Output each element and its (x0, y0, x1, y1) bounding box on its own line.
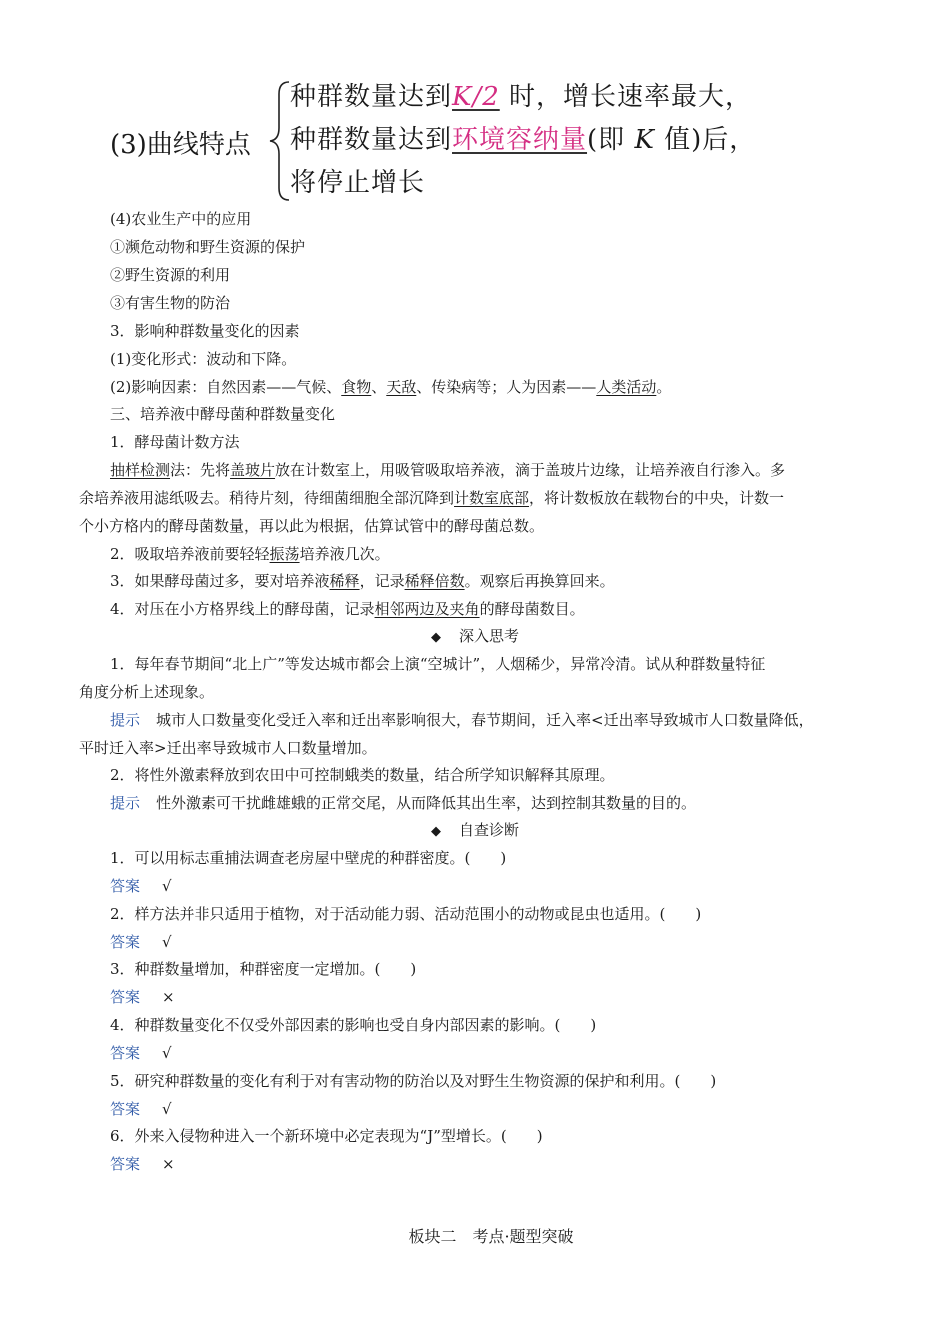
part3-s1-line3: 个小方格内的酵母菌数量，再以此为根据，估算试管中的酵母菌总数。 (79, 517, 545, 535)
think-a2: 提示 性外激素可干扰雌雄蛾的正常交尾，从而降低其出生率，达到控制其数量的目的。 (110, 794, 697, 812)
diag-heading: ◆ 自查诊断 (430, 821, 519, 839)
footer-section-title: 板块二 考点·题型突破 (408, 1227, 574, 1246)
sec3-p1: (1)变化形式：波动和下降。 (110, 350, 297, 368)
carrying-capacity: 环境容纳量 (452, 125, 588, 155)
k-half: K/2 (452, 82, 500, 112)
sec4-item-3: ③有害生物的防治 (110, 294, 231, 312)
think-a1-line2: 平时迁入率>迁出率导致城市人口数量增加。 (79, 739, 377, 757)
hint-label: 提示 (110, 711, 141, 729)
diag-answer-4: 答案 √ (110, 1044, 172, 1062)
curve-line-3: 将停止增长 (290, 168, 426, 198)
diag-question-4: 4．种群数量变化不仅受外部因素的影响也受自身内部因素的影响。( ) (110, 1016, 597, 1034)
diag-question-2: 2．样方法并非只适用于植物，对于活动能力弱、活动范围小的动物或昆虫也适用。( ) (110, 905, 702, 923)
sec3-title: 3．影响种群数量变化的因素 (110, 322, 300, 340)
diamond-icon: ◆ (430, 630, 441, 645)
diag-question-6: 6．外来入侵物种进入一个新环境中必定表现为“J”型增长。( ) (110, 1127, 543, 1145)
curve-line-2: 种群数量达到环境容纳量(即 K 值)后， (290, 125, 757, 155)
diag-answer-1: 答案 √ (110, 877, 172, 895)
curve-line-1: 种群数量达到K/2 时，增长速率最大， (290, 82, 753, 112)
part3-s1-line1: 抽样检测法：先将盖玻片放在计数室上，用吸管吸取培养液，滴于盖玻片边缘，让培养液自行渗入。多 (110, 461, 786, 479)
diag-answer-5: 答案 √ (110, 1100, 172, 1118)
think-heading: ◆ 深入思考 (430, 627, 519, 645)
sec3-p2: (2)影响因素：自然因素——气候、食物、天敌、传染病等；人为因素——人类活动。 (110, 378, 672, 396)
diag-question-5: 5．研究种群数量的变化有利于对有害动物的防治以及对野生生物资源的保护和利用。( ) (110, 1072, 717, 1090)
think-q1-line2: 角度分析上述现象。 (79, 683, 215, 701)
part3-s1-line2: 余培养液用滤纸吸去。稍待片刻，待细菌细胞全部沉降到计数室底部，将计数板放在载物台的中央，计数一 (79, 489, 785, 507)
curve-label: (3)曲线特点 (110, 130, 251, 160)
part3-s1-title: 1．酵母菌计数方法 (110, 433, 240, 451)
think-q1-line1: 1．每年春节期间“北上广”等发达城市都会上演“空城计”，人烟稀少，异常冷清。试从种群数量特征 (110, 655, 766, 673)
curve-lines (290, 76, 756, 205)
diag-question-1: 1．可以用标志重捕法调查老房屋中壁虎的种群密度。( ) (110, 849, 507, 867)
think-q2: 2．将性外激素释放到农田中可控制蛾类的数量，结合所学知识解释其原理。 (110, 766, 615, 784)
part3-s4: 4．对压在小方格界线上的酵母菌，记录相邻两边及夹角的酵母菌数目。 (110, 600, 585, 618)
diamond-icon: ◆ (430, 824, 441, 839)
curve-features (110, 76, 850, 206)
diag-answer-6: 答案 × (110, 1155, 175, 1173)
part3-title: 三、培养液中酵母菌种群数量变化 (110, 405, 336, 423)
sec4-item-1: ①濒危动物和野生资源的保护 (110, 238, 306, 256)
part3-s3: 3．如果酵母菌过多，要对培养液稀释，记录稀释倍数。观察后再换算回来。 (110, 572, 615, 590)
sec4-item-2: ②野生资源的利用 (110, 266, 231, 284)
think-a1-line1: 提示 城市人口数量变化受迁入率和迁出率影响很大，春节期间，迁入率<迁出率导致城市人口数量降低， (110, 711, 814, 729)
diag-answer-2: 答案 √ (110, 933, 172, 951)
sec4-title: (4)农业生产中的应用 (110, 210, 252, 228)
part3-s2: 2．吸取培养液前要轻轻振荡培养液几次。 (110, 545, 390, 563)
diag-answer-3: 答案 × (110, 988, 175, 1006)
hint-label: 提示 (110, 794, 141, 812)
diag-question-3: 3．种群数量增加，种群密度一定增加。( ) (110, 960, 417, 978)
